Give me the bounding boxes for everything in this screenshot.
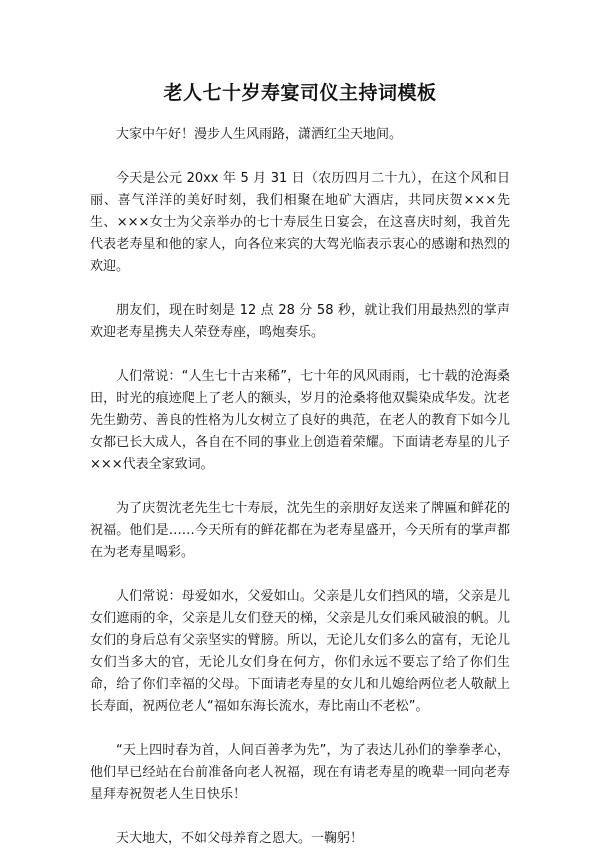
paragraph-seating: 朋友们，现在时刻是 12 点 28 分 58 秒，就让我们用最热烈的掌声欢迎老寿星携夫人荣登寿座，鸣炮奏乐。 xyxy=(90,303,510,340)
document-title: 老人七十岁寿宴司仪主持词模板 xyxy=(163,82,437,104)
paragraph-welcome: 今天是公元 20xx 年 5 月 31 日（农历四月二十九），在这个风和日丽、喜气洋洋的美好时刻，我们相聚在地矿大酒店，共同庆贺×××先生、×××女士为父亲举办的七十寿辰生日宴会，在这喜庆时刻，我首先代表老寿星和他的家人，向各位来宾的大驾光临表示衷心的感谢和热烈的欢迎。 xyxy=(90,171,510,274)
paragraph-greeting: 大家中午好！漫步人生风雨路，潇洒红尘天地间。 xyxy=(116,127,403,142)
paragraph-filial-piety: “天上四时春为首，人间百善孝为先”，为了表达儿孙们的拳拳孝心，他们早已经站在台前准备向老人祝福，现在有请老寿星的晚辈一同向老寿星拜寿祝贺老人生日快乐！ xyxy=(90,743,510,802)
paragraph-gifts: 为了庆贺沈老先生七十寿辰，沈先生的亲朋好友送来了牌匾和鲜花的祝福。他们是……今天所有的鲜花都在为老寿星盛开，今天所有的掌声都在为老寿星喝彩。 xyxy=(90,501,510,560)
paragraph-bow: 天大地大，不如父母养育之恩大。一鞠躬！ xyxy=(116,831,364,846)
paragraph-father-love: 人们常说：母爱如水，父爱如山。父亲是儿女们挡风的墙，父亲是儿女们遮雨的伞，父亲是儿女们登天的梯，父亲是儿女们乘风破浪的帆。儿女们的身后总有父亲坚实的臂膀。所以，无论儿女们多么的富有，无论儿女们当多大的官，无论儿女们身在何方，你们永远不要忘了给了你们生命，给了你们幸福的父母。下面请老寿星的女儿和儿媳给两位老人敬献上长寿面，祝两位老人“福如东海长流水，寿比南山不老松”。 xyxy=(90,589,510,714)
paragraph-tribute: 人们常说：“人生七十古来稀”，七十年的风风雨雨，七十载的沧海桑田，时光的痕迹爬上了老人的额头，岁月的沧桑将他双鬓染成华发。沈老先生勤劳、善良的性格为儿女树立了良好的典范，在老人的教育下如今儿女都已长大成人，各自在不同的事业上创造着荣耀。下面请老寿星的儿子×××代表全家致词。 xyxy=(90,369,510,472)
